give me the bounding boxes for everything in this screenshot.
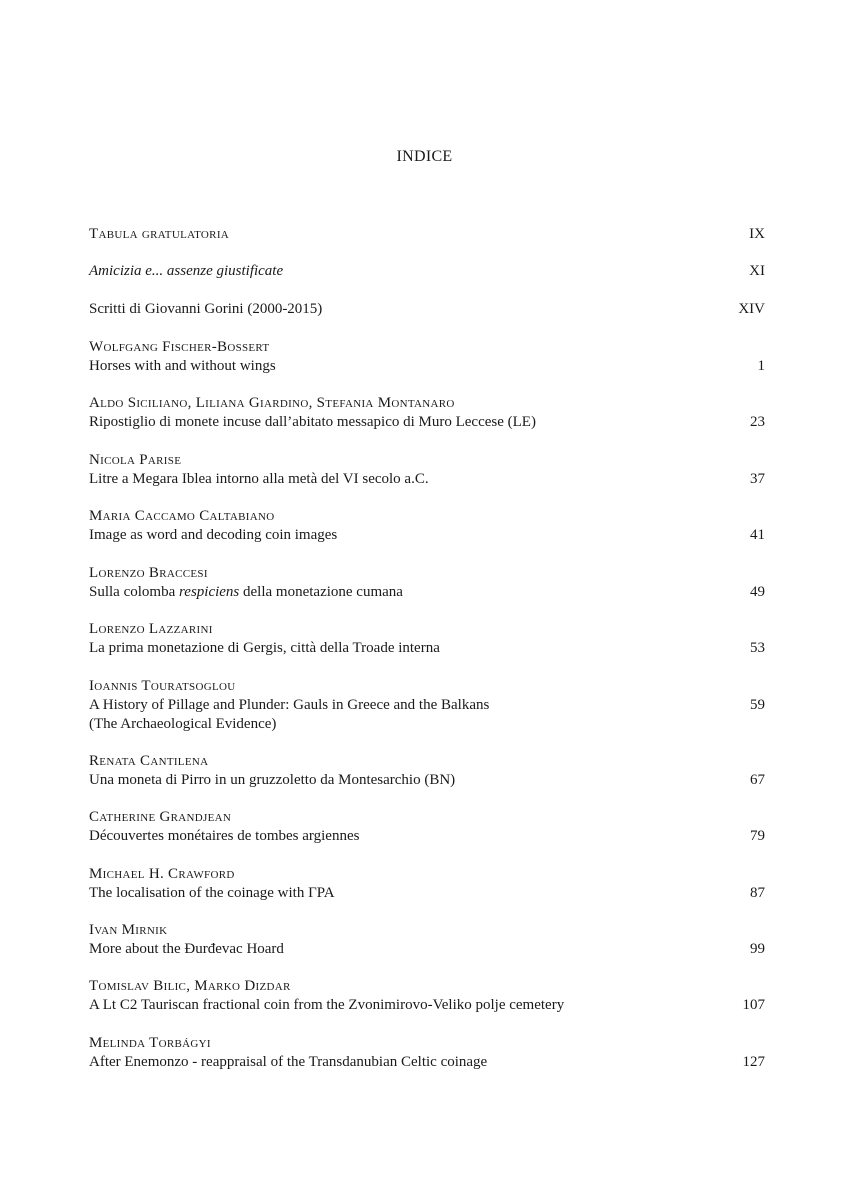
toc-entry: [89, 865, 765, 903]
entry-title: Tabula gratulatoria: [89, 226, 230, 242]
toc-entry: [89, 677, 765, 734]
entry-author: Michael H. Crawford: [89, 866, 235, 882]
entry-page: XI: [749, 263, 765, 279]
entry-author: Nicola Parise: [89, 452, 182, 468]
entry-title-italic: respiciens: [179, 584, 240, 600]
entry-title: The localisation of the coinage with ΓΡΑ: [89, 885, 335, 901]
toc-entry: [89, 620, 765, 658]
page-title: INDICE: [396, 148, 453, 165]
entry-page: IX: [749, 226, 765, 242]
entry-page: 59: [750, 697, 765, 713]
entry-author: Lorenzo Braccesi: [89, 565, 208, 581]
toc-entry: [89, 451, 765, 489]
entry-title: La prima monetazione di Gergis, città della Troade interna: [89, 640, 440, 656]
entry-title-line2: (The Archaeological Evidence): [89, 716, 277, 732]
entry-author: Renata Cantilena: [89, 753, 209, 769]
toc-entry: [89, 808, 765, 846]
entry-page: 127: [742, 1054, 765, 1070]
toc-entry: [89, 752, 765, 790]
entry-author: Lorenzo Lazzarini: [89, 621, 213, 637]
toc-entry: [89, 394, 765, 432]
entry-page: 1: [757, 358, 765, 374]
entry-title-part: Sulla colomba: [89, 584, 179, 600]
entry-page: 87: [750, 885, 765, 901]
entry-page: 67: [750, 772, 765, 788]
entry-title: Una moneta di Pirro in un gruzzoletto da Montesarchio (BN): [89, 772, 456, 788]
entry-page: 41: [750, 527, 765, 543]
toc-entry: [89, 1034, 765, 1072]
toc-entry: [89, 921, 765, 959]
entry-title: Amicizia e... assenze giustificate: [89, 263, 284, 279]
entry-title-line1: A History of Pillage and Plunder: Gauls in Greece and the Balkans: [89, 697, 490, 713]
toc-entry-scritti: [89, 300, 765, 319]
toc-entry: [89, 338, 765, 376]
entry-author: Catherine Grandjean: [89, 809, 232, 825]
entry-title: [89, 583, 750, 602]
toc-entry-amicizia: [89, 262, 765, 281]
entry-author: Melinda Torbágyi: [89, 1035, 211, 1051]
entry-title: Litre a Megara Iblea intorno alla metà del VI secolo a.C.: [89, 471, 429, 487]
entry-author: Maria Caccamo Caltabiano: [89, 508, 275, 524]
toc-entry-tabula: [89, 225, 765, 244]
entry-title: Découvertes monétaires de tombes argiennes: [89, 828, 360, 844]
entry-title: After Enemonzo - reappraisal of the Transdanubian Celtic coinage: [89, 1054, 488, 1070]
entry-title-part: della monetazione cumana: [239, 584, 403, 600]
entry-author: Ivan Mirnik: [89, 922, 168, 938]
entry-page: 37: [750, 471, 765, 487]
entry-author: Tomislav Bilic, Marko Dizdar: [89, 978, 291, 994]
entry-page: XIV: [738, 301, 765, 317]
entry-title: A Lt C2 Tauriscan fractional coin from the Zvonimirovo-Veliko polje cemetery: [89, 997, 565, 1013]
entry-page: 99: [750, 941, 765, 957]
entry-title: Scritti di Giovanni Gorini (2000-2015): [89, 301, 323, 317]
toc-entry: [89, 977, 765, 1015]
entry-page: 23: [750, 414, 765, 430]
entry-title: More about the Đurđevac Hoard: [89, 941, 284, 957]
toc-entry: [89, 507, 765, 545]
toc-entry: [89, 564, 765, 602]
entry-author: Wolfgang Fischer-Bossert: [89, 339, 270, 355]
entry-title: Image as word and decoding coin images: [89, 527, 338, 543]
entry-page: 107: [742, 997, 765, 1013]
entry-author: Ioannis Touratsoglou: [89, 678, 236, 694]
entry-page: 53: [750, 640, 765, 656]
entry-title: Ripostiglio di monete incuse dall’abitato messapico di Muro Leccese (LE): [89, 414, 536, 430]
entry-page: 49: [750, 584, 765, 600]
entry-title: Horses with and without wings: [89, 358, 276, 374]
entry-page: 79: [750, 828, 765, 844]
entry-author: Aldo Siciliano, Liliana Giardino, Stefania Montanaro: [89, 395, 455, 411]
entry-title: [89, 696, 750, 734]
